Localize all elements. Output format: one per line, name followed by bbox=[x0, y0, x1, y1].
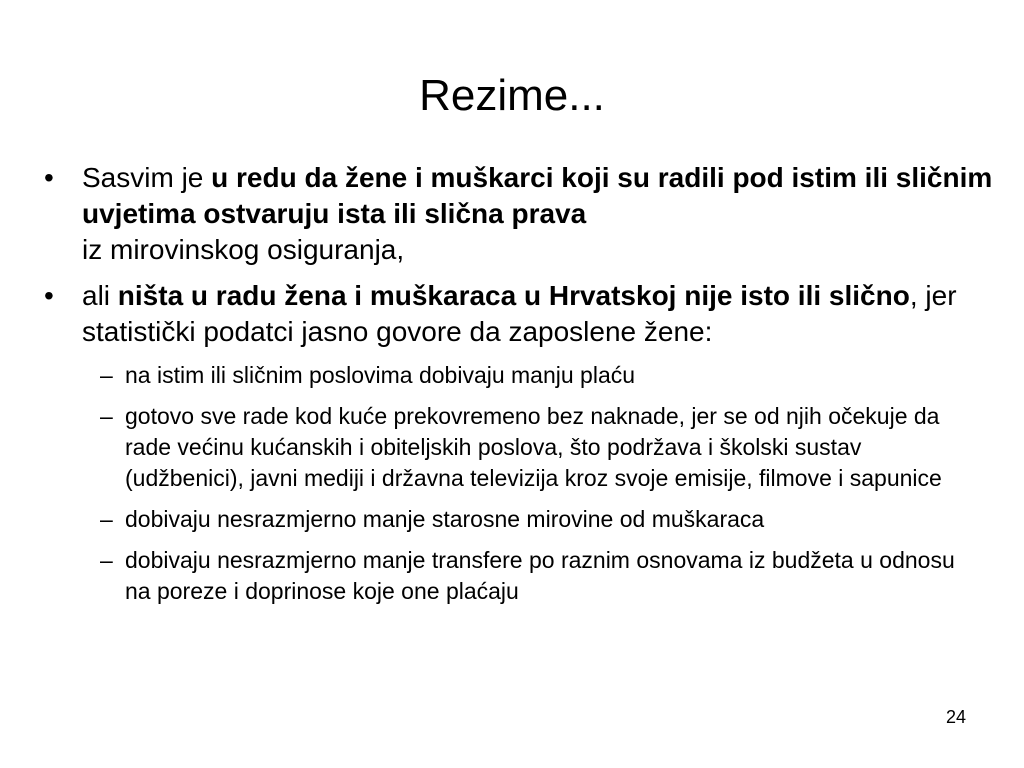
dash-marker: – bbox=[100, 362, 113, 388]
sub-bullet-list bbox=[82, 360, 994, 607]
sub-bullet-item bbox=[82, 360, 955, 391]
sub-bullet-text: gotovo sve rade kod kuće prekovremeno bez naknade, jer se od njih očekuje da rade većinu kućanskih i obiteljskih poslova, što podržava i školski sustav (udžbenici), javni mediji i državna televizija kroz svoje emisije, filmove i sapunice bbox=[125, 403, 942, 491]
dash-marker: – bbox=[100, 403, 113, 429]
slide-content bbox=[44, 160, 994, 617]
sub-bullet-text: dobivaju nesrazmjerno manje transfere po raznim osnovama iz budžeta u odnosu na poreze i doprinose koje one plaćaju bbox=[125, 547, 955, 604]
bullet-text: ali bbox=[82, 280, 118, 311]
sub-bullet-item bbox=[82, 504, 955, 535]
sub-bullet-text: na istim ili sličnim poslovima dobivaju manju plaću bbox=[125, 362, 636, 388]
dash-marker: – bbox=[100, 547, 113, 573]
bullet-text: , jer statistički podatci jasno govore da zaposlene žene: bbox=[82, 280, 957, 347]
bullet-bold-text: u redu da žene i muškarci koji su radili pod istim ili sličnim uvjetima ostvaruju ista ili slična prava bbox=[82, 162, 993, 229]
bullet-item-1 bbox=[44, 160, 994, 268]
sub-bullet-item bbox=[82, 401, 955, 494]
slide-title: Rezime... bbox=[419, 71, 605, 120]
bullet-bold-text: ništa u radu žena i muškaraca u Hrvatskoj nije isto ili slično bbox=[117, 280, 910, 311]
page-number: 24 bbox=[945, 707, 966, 727]
bullet-item-2 bbox=[44, 278, 994, 350]
dash-marker: – bbox=[100, 506, 113, 532]
bullet-marker: • bbox=[44, 162, 54, 193]
bullet-marker: • bbox=[44, 280, 54, 311]
bullet-text: iz mirovinskog osiguranja, bbox=[82, 234, 405, 265]
sub-bullet-item bbox=[82, 545, 955, 607]
sub-bullet-text: dobivaju nesrazmjerno manje starosne mirovine od muškaraca bbox=[125, 506, 765, 532]
bullet-text: Sasvim je bbox=[82, 162, 212, 193]
